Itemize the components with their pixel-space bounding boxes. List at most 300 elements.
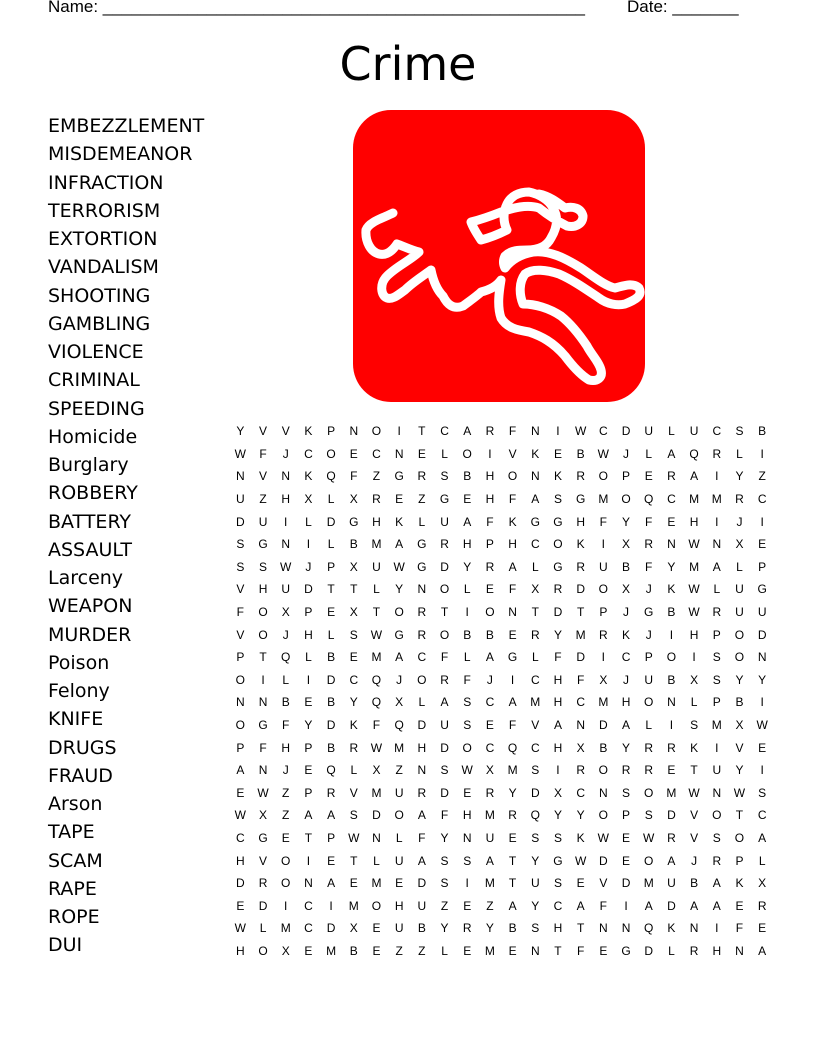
grid-letter: J bbox=[486, 672, 493, 687]
grid-letter: Y bbox=[735, 469, 744, 484]
grid-letter: N bbox=[349, 424, 359, 439]
grid-letter: W bbox=[733, 785, 746, 800]
grid-letter: K bbox=[304, 469, 313, 484]
grid-letter: T bbox=[508, 876, 517, 891]
grid-letter: G bbox=[394, 469, 404, 484]
grid-letter: V bbox=[508, 446, 517, 461]
grid-letter: B bbox=[576, 446, 585, 461]
grid-letter: P bbox=[622, 469, 631, 484]
grid-row bbox=[229, 420, 774, 443]
grid-letter: L bbox=[531, 650, 539, 665]
grid-letter: W bbox=[461, 763, 473, 778]
grid-letter: F bbox=[508, 582, 517, 597]
grid-letter: P bbox=[758, 559, 767, 574]
grid-letter: E bbox=[236, 785, 245, 800]
grid-letter: U bbox=[757, 605, 767, 620]
grid-letter: S bbox=[712, 830, 721, 845]
grid-letter: V bbox=[531, 718, 540, 733]
grid-letter: C bbox=[576, 785, 585, 800]
grid-letter: R bbox=[712, 853, 722, 868]
grid-letter: Y bbox=[463, 559, 472, 574]
grid-letter: H bbox=[553, 740, 563, 755]
grid-letter: A bbox=[395, 650, 404, 665]
grid-letter: T bbox=[372, 605, 381, 620]
word-list-item: MURDER bbox=[48, 623, 132, 646]
grid-letter: I bbox=[306, 853, 311, 868]
grid-letter: T bbox=[576, 605, 585, 620]
grid-letter: A bbox=[576, 898, 585, 913]
grid-letter: O bbox=[371, 898, 382, 913]
grid-letter: Y bbox=[622, 514, 631, 529]
grid-letter: W bbox=[257, 785, 269, 800]
grid-letter: Q bbox=[326, 469, 336, 484]
grid-letter: E bbox=[622, 853, 631, 868]
grid-letter: J bbox=[282, 446, 289, 461]
grid-letter: U bbox=[281, 582, 291, 597]
grid-letter: R bbox=[644, 537, 654, 552]
grid-letter: N bbox=[394, 446, 404, 461]
word-list-item: ROBBERY bbox=[48, 482, 138, 505]
grid-letter: J bbox=[623, 605, 630, 620]
grid-letter: A bbox=[531, 492, 540, 507]
grid-letter: H bbox=[372, 514, 381, 529]
grid-letter: T bbox=[576, 921, 585, 936]
grid-letter: U bbox=[258, 514, 268, 529]
grid-letter: L bbox=[305, 514, 312, 529]
grid-letter: B bbox=[622, 559, 631, 574]
grid-letter: D bbox=[326, 514, 336, 529]
grid-letter: C bbox=[757, 808, 767, 823]
grid-letter: G bbox=[621, 943, 631, 958]
grid-letter: W bbox=[756, 718, 768, 733]
grid-letter: E bbox=[463, 785, 472, 800]
grid-letter: Y bbox=[531, 898, 540, 913]
grid-letter: I bbox=[760, 514, 764, 529]
grid-letter: N bbox=[372, 830, 381, 845]
grid-letter: A bbox=[644, 898, 653, 913]
grid-letter: L bbox=[373, 582, 380, 597]
grid-letter: X bbox=[553, 785, 562, 800]
grid-letter: X bbox=[690, 672, 699, 687]
grid-letter: A bbox=[667, 446, 676, 461]
grid-letter: E bbox=[395, 492, 404, 507]
grid-row bbox=[229, 578, 774, 601]
grid-row bbox=[229, 736, 774, 759]
grid-letter: S bbox=[622, 785, 631, 800]
grid-letter: U bbox=[599, 559, 608, 574]
grid-letter: N bbox=[281, 537, 291, 552]
grid-letter: L bbox=[305, 650, 312, 665]
grid-letter: M bbox=[711, 718, 722, 733]
grid-letter: O bbox=[462, 446, 472, 461]
grid-letter: D bbox=[644, 943, 654, 958]
letter-grid bbox=[229, 420, 774, 962]
grid-letter: D bbox=[417, 718, 427, 733]
grid-letter: O bbox=[394, 808, 404, 823]
grid-row bbox=[229, 533, 774, 556]
grid-letter: R bbox=[485, 424, 495, 439]
grid-row bbox=[229, 894, 774, 917]
grid-letter: A bbox=[508, 695, 517, 710]
grid-letter: F bbox=[236, 605, 245, 620]
grid-letter: W bbox=[234, 808, 246, 823]
grid-letter: M bbox=[280, 921, 291, 936]
grid-letter: C bbox=[530, 740, 540, 755]
grid-letter: G bbox=[553, 514, 563, 529]
grid-letter: S bbox=[690, 718, 699, 733]
word-list-item: Poison bbox=[48, 651, 110, 674]
grid-letter: D bbox=[757, 627, 767, 642]
grid-letter: E bbox=[553, 446, 562, 461]
grid-letter: X bbox=[349, 492, 358, 507]
grid-letter: D bbox=[667, 808, 676, 823]
word-list-item: SHOOTING bbox=[48, 284, 151, 307]
grid-letter: A bbox=[417, 808, 426, 823]
grid-letter: J bbox=[645, 582, 652, 597]
grid-letter: C bbox=[417, 650, 427, 665]
grid-letter: H bbox=[712, 943, 722, 958]
grid-letter: R bbox=[440, 537, 449, 552]
grid-letter: P bbox=[236, 650, 245, 665]
grid-row bbox=[229, 804, 774, 827]
word-list bbox=[48, 112, 204, 960]
grid-letter: Q bbox=[530, 808, 540, 823]
grid-letter: Q bbox=[507, 740, 518, 755]
grid-letter: O bbox=[734, 830, 745, 845]
grid-letter: W bbox=[370, 627, 383, 642]
grid-letter: H bbox=[576, 514, 585, 529]
grid-letter: H bbox=[485, 469, 495, 484]
grid-letter: F bbox=[350, 469, 358, 484]
grid-letter: R bbox=[644, 740, 654, 755]
grid-letter: R bbox=[757, 898, 767, 913]
grid-letter: V bbox=[599, 876, 608, 891]
grid-letter: N bbox=[599, 785, 608, 800]
grid-letter: G bbox=[258, 718, 268, 733]
grid-letter: O bbox=[644, 695, 654, 710]
grid-letter: N bbox=[530, 469, 540, 484]
grid-letter: O bbox=[598, 469, 609, 484]
grid-letter: I bbox=[692, 650, 696, 665]
grid-letter: R bbox=[417, 785, 427, 800]
word-list-item: EXTORTION bbox=[48, 228, 158, 250]
grid-letter: S bbox=[553, 830, 562, 845]
grid-letter: N bbox=[508, 605, 517, 620]
grid-letter: S bbox=[531, 830, 540, 845]
grid-letter: K bbox=[395, 514, 404, 529]
grid-letter: I bbox=[556, 763, 560, 778]
grid-letter: W bbox=[643, 830, 655, 845]
grid-letter: X bbox=[758, 876, 767, 891]
grid-letter: D bbox=[576, 650, 585, 665]
grid-letter: Y bbox=[395, 582, 404, 597]
grid-letter: F bbox=[486, 514, 494, 529]
word-list-item: VIOLENCE bbox=[48, 341, 144, 363]
grid-letter: N bbox=[462, 830, 472, 845]
grid-letter: K bbox=[304, 424, 313, 439]
grid-letter: K bbox=[667, 582, 676, 597]
grid-letter: C bbox=[530, 672, 540, 687]
grid-letter: M bbox=[666, 785, 677, 800]
grid-letter: O bbox=[281, 853, 291, 868]
grid-letter: M bbox=[371, 537, 382, 552]
grid-letter: U bbox=[394, 785, 404, 800]
grid-letter: A bbox=[485, 853, 494, 868]
grid-letter: A bbox=[712, 898, 721, 913]
grid-letter: I bbox=[306, 537, 311, 552]
grid-letter: H bbox=[508, 537, 517, 552]
grid-letter: L bbox=[418, 514, 426, 529]
grid-letter: B bbox=[281, 695, 290, 710]
grid-letter: Q bbox=[371, 695, 382, 710]
word-list-item: FRAUD bbox=[48, 764, 113, 787]
grid-letter: E bbox=[758, 740, 767, 755]
grid-letter: R bbox=[530, 627, 540, 642]
grid-letter: I bbox=[715, 514, 719, 529]
grid-letter: R bbox=[576, 469, 585, 484]
grid-row bbox=[229, 623, 774, 646]
grid-letter: L bbox=[645, 446, 653, 461]
grid-letter: U bbox=[440, 718, 449, 733]
grid-letter: C bbox=[530, 537, 540, 552]
grid-letter: L bbox=[350, 763, 358, 778]
grid-letter: C bbox=[304, 921, 313, 936]
grid-letter: D bbox=[599, 853, 608, 868]
grid-letter: A bbox=[667, 853, 676, 868]
grid-letter: T bbox=[259, 650, 267, 665]
grid-letter: A bbox=[508, 559, 517, 574]
grid-letter: P bbox=[712, 627, 721, 642]
grid-letter: E bbox=[644, 469, 653, 484]
grid-letter: S bbox=[440, 763, 449, 778]
grid-letter: M bbox=[689, 492, 700, 507]
grid-letter: K bbox=[576, 537, 585, 552]
grid-letter: T bbox=[304, 830, 313, 845]
grid-letter: X bbox=[735, 537, 744, 552]
grid-letter: P bbox=[644, 650, 653, 665]
grid-letter: H bbox=[394, 898, 404, 913]
grid-letter: E bbox=[304, 695, 313, 710]
grid-letter: Y bbox=[576, 808, 585, 823]
grid-letter: F bbox=[440, 650, 449, 665]
grid-row bbox=[229, 556, 774, 579]
grid-letter: Z bbox=[418, 492, 426, 507]
grid-letter: R bbox=[553, 582, 563, 597]
grid-letter: S bbox=[531, 921, 540, 936]
grid-letter: Y bbox=[485, 921, 494, 936]
grid-letter: N bbox=[576, 718, 585, 733]
grid-letter: U bbox=[735, 582, 744, 597]
grid-letter: R bbox=[576, 559, 585, 574]
grid-letter: D bbox=[236, 876, 245, 891]
grid-letter: A bbox=[690, 898, 699, 913]
grid-letter: U bbox=[394, 853, 404, 868]
grid-letter: E bbox=[735, 898, 744, 913]
grid-letter: C bbox=[236, 830, 245, 845]
word-list-item: DUI bbox=[48, 934, 83, 957]
grid-letter: D bbox=[258, 898, 268, 913]
grid-letter: U bbox=[372, 559, 381, 574]
grid-letter: D bbox=[417, 876, 427, 891]
grid-letter: W bbox=[597, 830, 609, 845]
grid-letter: F bbox=[554, 650, 562, 665]
grid-letter: I bbox=[488, 446, 492, 461]
grid-letter: E bbox=[349, 876, 358, 891]
grid-letter: B bbox=[485, 627, 494, 642]
grid-letter: S bbox=[440, 876, 449, 891]
grid-letter: G bbox=[417, 559, 427, 574]
grid-letter: H bbox=[553, 672, 563, 687]
grid-letter: R bbox=[417, 469, 427, 484]
word-list-item: Burglary bbox=[48, 454, 129, 476]
grid-letter: X bbox=[281, 605, 290, 620]
grid-letter: C bbox=[440, 424, 449, 439]
grid-letter: G bbox=[439, 492, 450, 507]
grid-letter: D bbox=[667, 898, 676, 913]
grid-letter: L bbox=[668, 943, 675, 958]
grid-letter: F bbox=[599, 898, 608, 913]
grid-letter: I bbox=[601, 650, 606, 665]
grid-letter: Z bbox=[395, 763, 403, 778]
grid-letter: P bbox=[304, 785, 313, 800]
grid-letter: G bbox=[553, 559, 563, 574]
grid-letter: F bbox=[259, 740, 267, 755]
word-list-item: VANDALISM bbox=[48, 256, 159, 279]
grid-row bbox=[229, 759, 774, 782]
grid-letter: H bbox=[485, 492, 495, 507]
grid-letter: S bbox=[349, 808, 358, 823]
grid-letter: I bbox=[284, 514, 288, 529]
grid-letter: B bbox=[417, 921, 426, 936]
word-list-item: TERRORISM bbox=[48, 199, 161, 222]
grid-letter: P bbox=[304, 740, 313, 755]
grid-letter: P bbox=[327, 559, 336, 574]
grid-letter: O bbox=[394, 605, 404, 620]
grid-letter: N bbox=[281, 469, 291, 484]
grid-letter: N bbox=[417, 763, 427, 778]
grid-letter: E bbox=[349, 650, 358, 665]
grid-letter: Y bbox=[622, 740, 631, 755]
grid-letter: E bbox=[395, 876, 404, 891]
grid-letter: O bbox=[734, 627, 745, 642]
grid-letter: K bbox=[349, 718, 358, 733]
grid-letter: V bbox=[259, 853, 268, 868]
grid-letter: N bbox=[258, 763, 268, 778]
grid-letter: P bbox=[236, 740, 245, 755]
grid-letter: J bbox=[691, 853, 698, 868]
grid-letter: E bbox=[758, 921, 767, 936]
word-list-item: DRUGS bbox=[48, 736, 117, 759]
grid-letter: B bbox=[327, 695, 336, 710]
grid-letter: F bbox=[645, 514, 653, 529]
grid-letter: A bbox=[622, 718, 631, 733]
grid-letter: D bbox=[326, 672, 336, 687]
grid-letter: O bbox=[507, 469, 518, 484]
grid-letter: U bbox=[394, 921, 404, 936]
grid-letter: H bbox=[462, 808, 472, 823]
grid-letter: H bbox=[553, 695, 563, 710]
grid-letter: M bbox=[530, 695, 541, 710]
grid-letter: E bbox=[327, 853, 336, 868]
grid-letter: O bbox=[258, 627, 268, 642]
grid-letter: A bbox=[395, 537, 404, 552]
grid-letter: X bbox=[349, 605, 358, 620]
grid-letter: M bbox=[711, 492, 722, 507]
grid-letter: I bbox=[601, 537, 606, 552]
grid-letter: G bbox=[757, 582, 767, 597]
grid-letter: F bbox=[282, 718, 290, 733]
grid-letter: Q bbox=[394, 718, 404, 733]
grid-letter: M bbox=[371, 785, 382, 800]
grid-letter: I bbox=[760, 446, 764, 461]
grid-letter: W bbox=[393, 559, 405, 574]
grid-letter: H bbox=[689, 514, 699, 529]
grid-letter: M bbox=[598, 695, 609, 710]
grid-letter: S bbox=[735, 424, 744, 439]
grid-letter: S bbox=[644, 808, 653, 823]
grid-letter: Y bbox=[304, 718, 313, 733]
word-list-item: CRIMINAL bbox=[48, 369, 140, 392]
grid-letter: X bbox=[304, 492, 313, 507]
grid-letter: R bbox=[712, 446, 722, 461]
grid-letter: O bbox=[553, 537, 563, 552]
grid-letter: R bbox=[417, 627, 427, 642]
grid-letter: S bbox=[553, 876, 562, 891]
grid-letter: M bbox=[484, 808, 495, 823]
grid-letter: V bbox=[690, 808, 699, 823]
grid-letter: A bbox=[508, 898, 517, 913]
grid-letter: W bbox=[688, 582, 700, 597]
grid-letter: F bbox=[735, 921, 744, 936]
grid-letter: X bbox=[531, 582, 540, 597]
grid-letter: I bbox=[624, 898, 628, 913]
grid-letter: U bbox=[236, 492, 245, 507]
grid-letter: K bbox=[508, 514, 517, 529]
grid-letter: I bbox=[306, 672, 311, 687]
grid-letter: E bbox=[463, 943, 472, 958]
grid-letter: L bbox=[736, 559, 743, 574]
grid-letter: I bbox=[715, 921, 719, 936]
grid-letter: Y bbox=[758, 672, 767, 687]
grid-letter: O bbox=[326, 446, 336, 461]
grid-letter: U bbox=[644, 672, 654, 687]
grid-letter: Q bbox=[644, 492, 654, 507]
grid-letter: X bbox=[259, 808, 268, 823]
grid-letter: Y bbox=[667, 559, 676, 574]
grid-letter: I bbox=[556, 424, 560, 439]
grid-letter: D bbox=[621, 876, 631, 891]
grid-letter: F bbox=[508, 718, 517, 733]
grid-letter: N bbox=[621, 921, 631, 936]
word-list-item: BATTERY bbox=[48, 510, 132, 533]
grid-letter: Q bbox=[326, 763, 336, 778]
grid-letter: D bbox=[440, 740, 449, 755]
grid-letter: U bbox=[689, 424, 699, 439]
grid-letter: M bbox=[484, 943, 495, 958]
grid-letter: O bbox=[666, 650, 677, 665]
grid-letter: I bbox=[397, 424, 401, 439]
grid-letter: E bbox=[372, 943, 381, 958]
grid-row bbox=[229, 849, 774, 872]
grid-letter: Z bbox=[418, 943, 426, 958]
grid-letter: D bbox=[326, 718, 336, 733]
grid-letter: E bbox=[463, 898, 472, 913]
grid-letter: G bbox=[349, 514, 359, 529]
grid-letter: F bbox=[372, 718, 381, 733]
grid-letter: F bbox=[576, 943, 585, 958]
grid-letter: A bbox=[327, 808, 336, 823]
grid-letter: S bbox=[463, 853, 472, 868]
